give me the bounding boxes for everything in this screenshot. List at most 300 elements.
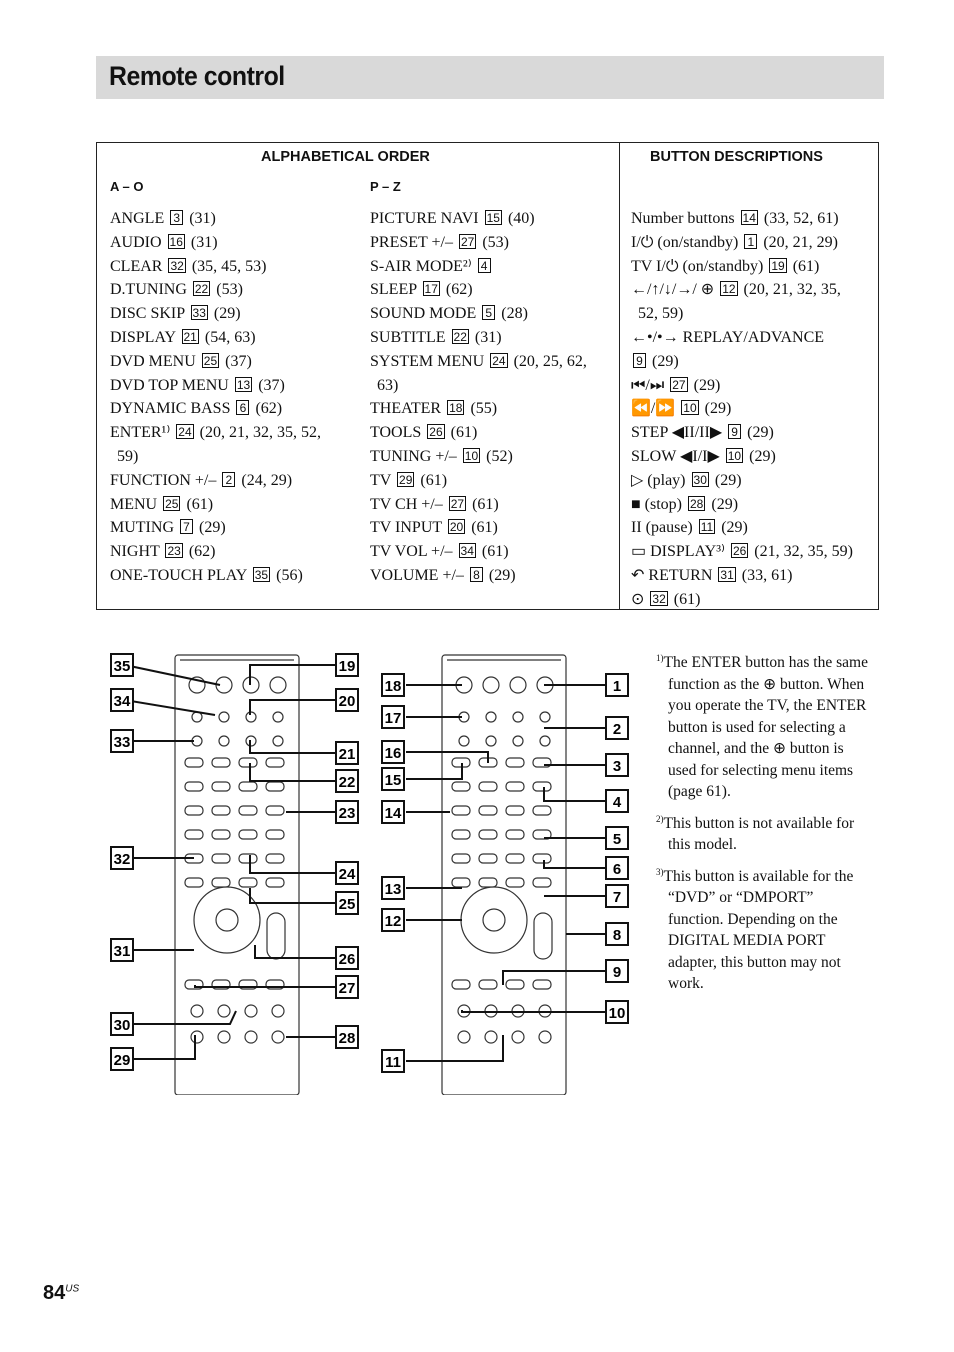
- remote-oval-button: [479, 782, 497, 791]
- entry-name: PICTURE NAVI: [370, 210, 479, 227]
- remote-oval-button: [506, 806, 524, 815]
- entry-pages: (62): [184, 543, 216, 561]
- callout-label: 29: [113, 1052, 131, 1069]
- remote-oval-button: [506, 980, 524, 989]
- entry-pages: (62): [251, 400, 283, 418]
- callout-number: 3: [170, 210, 183, 225]
- callout-label: 10: [608, 1005, 626, 1022]
- remote-oval-button: [185, 782, 203, 791]
- remote-small-button: [486, 712, 496, 722]
- callout-label: 17: [384, 710, 402, 727]
- remote-oval-button: [185, 806, 203, 815]
- callout-number: 25: [203, 353, 218, 368]
- remote-oval-button: [266, 782, 284, 791]
- remote-small-button: [486, 736, 496, 746]
- entry-name: ←•/•→ REPLAY/ADVANCE: [631, 328, 825, 346]
- callout-label: 34: [113, 693, 131, 710]
- remote-oval-button: [533, 806, 551, 815]
- index-entry: [631, 540, 853, 564]
- callout-number: 24: [178, 425, 192, 440]
- entry-pages: (61): [669, 590, 701, 608]
- index-entry: [631, 350, 853, 374]
- callout-number: 10: [683, 401, 697, 416]
- remote-oval-button: [239, 806, 257, 815]
- callout-number: 11: [700, 520, 714, 535]
- entry-pages: (53): [478, 233, 509, 251]
- remote-oval-button: [239, 758, 257, 767]
- remote-oval-button: [239, 830, 257, 839]
- callout-number: 5: [482, 305, 495, 320]
- entry-pages: (61): [467, 519, 498, 537]
- remote-oval-button: [266, 758, 284, 767]
- entry-pages: (29): [195, 519, 226, 537]
- entry-name: TV: [370, 471, 392, 489]
- callout-label: 3: [612, 758, 622, 775]
- entry-pages: (29): [745, 447, 776, 465]
- remote-oval-button: [479, 878, 497, 887]
- index-entry: [110, 207, 321, 231]
- remote-oval-button: [506, 758, 524, 767]
- remote-oval-button: [266, 854, 284, 863]
- callout-label: 2: [612, 721, 622, 738]
- remote-transport-button: [245, 1005, 257, 1017]
- callout-number: 8: [470, 567, 483, 582]
- callout-label: 4: [612, 794, 622, 811]
- entry-name: SOUND MODE: [370, 305, 477, 323]
- entry-pages: (29): [707, 495, 739, 513]
- index-column-a-o: [110, 207, 321, 588]
- index-entry: [110, 397, 321, 421]
- callout-label: 15: [384, 772, 402, 789]
- remote-transport-button: [272, 1031, 284, 1043]
- callout-number: 22: [453, 329, 467, 344]
- index-entry: [110, 445, 321, 469]
- callout-number: 33: [192, 306, 206, 321]
- index-entry: [370, 326, 587, 350]
- remote-transport-button: [272, 1005, 284, 1017]
- index-entry: [631, 302, 853, 326]
- entry-name: S-AIR MODE²⁾: [370, 257, 472, 275]
- index-entry: [631, 445, 853, 469]
- callout-number: 7: [180, 519, 193, 534]
- footnote: [656, 862, 871, 995]
- remote-transport-button: [458, 1031, 470, 1043]
- entry-pages: (29): [209, 305, 241, 323]
- remote-oval-button: [479, 806, 497, 815]
- entry-pages: (61): [446, 424, 478, 442]
- index-entry: [370, 207, 587, 231]
- callout-label: 5: [612, 831, 622, 848]
- remote-oval-button: [239, 878, 257, 887]
- entry-name: ⊙: [631, 590, 645, 608]
- page-number-suffix: US: [65, 1283, 80, 1295]
- remote-oval-button: [506, 854, 524, 863]
- entry-name: THEATER: [370, 400, 442, 418]
- entry-name: SYSTEM MENU: [370, 352, 485, 370]
- entry-name: TV CH +/–: [370, 495, 443, 513]
- entry-pages: (33, 61): [737, 566, 793, 584]
- callout-number: 1: [744, 234, 757, 249]
- index-entry: [110, 374, 321, 398]
- index-entry: [110, 421, 321, 445]
- remote-transport-button: [539, 1031, 551, 1043]
- index-entry: [110, 540, 321, 564]
- remote-transport-button: [191, 1005, 203, 1017]
- remote-oval-button: [533, 878, 551, 887]
- entry-pages: (24, 29): [237, 471, 293, 489]
- remote-small-button: [219, 736, 229, 746]
- callout-number: 10: [464, 448, 479, 463]
- callout-number: 32: [652, 591, 666, 606]
- callout-number: 14: [742, 211, 756, 225]
- remote-oval-button: [506, 782, 524, 791]
- entry-pages: (55): [466, 400, 498, 418]
- remote-volume-rocker: [267, 913, 285, 959]
- remote-oval-button: [452, 830, 470, 839]
- remote-oval-button: [185, 878, 203, 887]
- callout-label: 25: [338, 896, 356, 913]
- entry-pages: (20, 21, 32, 35,: [739, 281, 841, 299]
- index-entry: [370, 397, 587, 421]
- page-number-value: 84: [43, 1282, 66, 1304]
- entry-name: DVD TOP MENU: [110, 376, 229, 394]
- remote-small-button: [513, 712, 523, 722]
- callout-label: 8: [612, 927, 622, 944]
- remote-oval-button: [452, 782, 470, 791]
- remote-enter-button: [216, 909, 238, 931]
- index-entry: [110, 469, 321, 493]
- callout-number: 25: [165, 496, 179, 511]
- button-index-table: [96, 142, 879, 610]
- remote-oval-button: [452, 806, 470, 815]
- entry-name: TV I/⏻ (on/standby): [631, 257, 764, 275]
- callout-number: 10: [727, 448, 742, 463]
- remote-oval-button: [479, 980, 497, 989]
- index-entry: [370, 350, 587, 374]
- callout-label: 23: [338, 805, 356, 822]
- remote-oval-button: [239, 854, 257, 863]
- entry-name: D.TUNING: [110, 281, 187, 299]
- remote-transport-button: [218, 1005, 230, 1017]
- entry-pages: 59): [117, 447, 139, 465]
- index-entry: [370, 493, 587, 517]
- remote-oval-button: [533, 980, 551, 989]
- column-divider: [619, 143, 620, 609]
- remote-oval-button: [212, 782, 230, 791]
- remote-small-button: [513, 736, 523, 746]
- callout-number: 23: [167, 544, 181, 559]
- entry-name: ⏮/⏭: [631, 376, 665, 394]
- footnote-mark: 2): [656, 813, 664, 824]
- callout-number: 2: [222, 472, 235, 487]
- entry-name: TV VOL +/–: [370, 543, 453, 561]
- index-entry: [110, 350, 321, 374]
- entry-pages: 52, 59): [638, 305, 684, 323]
- remote-oval-button: [185, 758, 203, 767]
- entry-pages: (61): [416, 471, 448, 489]
- index-entry: [631, 397, 853, 421]
- entry-pages: (31): [470, 328, 502, 346]
- entry-name: MUTING: [110, 519, 174, 537]
- remote-transport-button: [245, 1031, 257, 1043]
- index-entry: [370, 231, 587, 255]
- callout-number: 32: [170, 258, 184, 273]
- callout-label: 21: [338, 746, 356, 763]
- callout-label: 18: [384, 678, 402, 695]
- callout-label: 6: [612, 861, 622, 878]
- remote-transport-button: [191, 1031, 203, 1043]
- remote-oval-button: [239, 782, 257, 791]
- entry-name: VOLUME +/–: [370, 566, 464, 584]
- remote-oval-button: [533, 782, 551, 791]
- callout-number: 26: [732, 544, 747, 559]
- callout-label: 28: [338, 1030, 356, 1047]
- entry-name: DISPLAY: [110, 328, 176, 346]
- index-entry: [631, 516, 853, 540]
- index-entry: [370, 469, 587, 493]
- remote-enter-button: [483, 909, 505, 931]
- entry-pages: (54, 63): [200, 328, 256, 346]
- footnote-mark: 3): [656, 866, 664, 877]
- entry-pages: (21, 32, 35, 59): [750, 543, 853, 561]
- entry-pages: (61): [477, 543, 509, 561]
- callout-number: 29: [399, 472, 413, 487]
- index-entry: [370, 564, 587, 588]
- entry-pages: (28): [497, 305, 528, 323]
- entry-name: TV INPUT: [370, 519, 442, 537]
- index-entry: [370, 421, 587, 445]
- index-entry: [370, 374, 587, 398]
- index-column-descriptions: [631, 207, 853, 612]
- entry-name: TUNING +/–: [370, 447, 457, 465]
- entry-pages: (61): [468, 495, 499, 513]
- entry-pages: (56): [272, 566, 303, 584]
- callout-label: 24: [338, 866, 356, 883]
- entry-pages: (20, 21, 32, 35, 52,: [195, 424, 321, 442]
- remote-oval-button: [266, 830, 284, 839]
- callout-label: 35: [113, 658, 131, 675]
- callout-number: 30: [693, 472, 707, 487]
- callout-label: 20: [338, 693, 356, 710]
- callout-number: 35: [254, 567, 269, 582]
- remote-oval-button: [212, 830, 230, 839]
- entry-name: DISC SKIP: [110, 305, 185, 323]
- remote-oval-button: [533, 854, 551, 863]
- callout-label: 13: [384, 881, 402, 898]
- entry-pages: (37): [221, 352, 252, 370]
- entry-pages: (29): [648, 352, 679, 370]
- callout-number: 9: [728, 424, 741, 439]
- remote-oval-button: [266, 878, 284, 887]
- callout-number: 27: [672, 377, 686, 392]
- index-entry: [631, 588, 853, 612]
- remote-small-button: [273, 712, 283, 722]
- remote-oval-button: [452, 854, 470, 863]
- entry-pages: (29): [717, 519, 748, 537]
- footnotes: [656, 648, 871, 1001]
- remote-oval-button: [479, 854, 497, 863]
- callout-number: 19: [771, 258, 785, 273]
- index-entry: [110, 493, 321, 517]
- entry-name: NIGHT: [110, 543, 160, 561]
- callout-number: 13: [236, 377, 251, 392]
- remote-oval-button: [479, 830, 497, 839]
- entry-pages: (31): [185, 210, 216, 227]
- remote-oval-button: [452, 878, 470, 887]
- entry-name: ANGLE: [110, 210, 165, 227]
- index-entry: [631, 374, 853, 398]
- callout-number: 31: [720, 567, 734, 582]
- remote-diagram-right: [378, 645, 648, 1095]
- callout-number: 28: [690, 496, 704, 511]
- entry-name: ■ (stop): [631, 495, 682, 513]
- callout-label: 16: [384, 745, 402, 762]
- remote-small-button: [540, 712, 550, 722]
- callout-number: 4: [478, 258, 491, 273]
- index-entry: [631, 207, 853, 231]
- page-number: [43, 1282, 79, 1305]
- callout-number: 20: [449, 520, 464, 535]
- callout-number: 16: [169, 234, 183, 249]
- callout-label: 7: [612, 889, 622, 906]
- entry-name: ⏪/⏩: [631, 400, 676, 418]
- entry-pages: (29): [700, 400, 732, 418]
- entry-name: CLEAR: [110, 257, 163, 275]
- callout-label: 32: [113, 851, 131, 868]
- footnote: [656, 809, 871, 856]
- footnote: [656, 648, 871, 803]
- index-entry: [631, 278, 853, 302]
- entry-pages: (29): [689, 376, 721, 394]
- entry-pages: (33, 52, 61): [759, 210, 839, 227]
- entry-name: DYNAMIC BASS: [110, 400, 231, 418]
- entry-name: ←/↑/↓/→/ ⊕: [631, 281, 715, 299]
- entry-name: STEP ◀II/II▶: [631, 424, 723, 442]
- remote-transport-button: [485, 1031, 497, 1043]
- entry-pages: (52): [482, 447, 513, 465]
- callout-number: 24: [492, 353, 506, 368]
- index-entry: [370, 540, 587, 564]
- footnote-text: This button is not available for this model.: [663, 814, 855, 854]
- index-entry: [370, 278, 587, 302]
- entry-name: ONE-TOUCH PLAY: [110, 566, 247, 584]
- callout-label: 26: [338, 951, 356, 968]
- entry-pages: (40): [503, 210, 535, 227]
- entry-pages: (61): [182, 495, 214, 513]
- title-bar: [96, 56, 884, 99]
- index-entry: [110, 516, 321, 540]
- entry-pages: (35, 45, 53): [187, 257, 267, 275]
- header-descriptions: BUTTON DESCRIPTIONS: [650, 149, 823, 165]
- index-entry: [631, 255, 853, 279]
- callout-label: 11: [385, 1054, 401, 1071]
- entry-pages: (29): [743, 424, 774, 442]
- remote-oval-button: [452, 980, 470, 989]
- remote-oval-button: [212, 878, 230, 887]
- index-entry: [110, 326, 321, 350]
- index-entry: [110, 564, 321, 588]
- footnote-mark: 1): [656, 653, 664, 663]
- callout-number: 27: [450, 496, 465, 511]
- index-entry: [110, 302, 321, 326]
- entry-pages: (29): [710, 471, 742, 489]
- callout-label: 12: [384, 913, 402, 930]
- index-entry: [110, 255, 321, 279]
- callout-number: 26: [429, 425, 443, 440]
- callout-number: 17: [424, 282, 438, 297]
- entry-name: MENU: [110, 495, 158, 513]
- entry-pages: (20, 21, 29): [759, 233, 838, 251]
- entry-name: ENTER¹⁾: [110, 424, 171, 442]
- footnote-text: The ENTER button has the same function as the ⊕ button. When you operate the TV, the ENTER button is used for selecting a channel, and the ⊕ button is used for selecting menu items (page 61).: [663, 654, 868, 801]
- entry-pages: (62): [441, 281, 473, 299]
- entry-name: PRESET +/–: [370, 233, 453, 251]
- entry-name: SUBTITLE: [370, 328, 446, 346]
- index-entry: [370, 445, 587, 469]
- remote-round-button: [483, 677, 499, 693]
- header-alphabetical: ALPHABETICAL ORDER: [261, 149, 430, 165]
- footnote-text: This button is available for the “DVD” or “DMPORT” function. Depending on the DIGITAL MEDIA PORT adapter, this button may not work.: [663, 867, 854, 993]
- remote-diagram-left: [100, 645, 370, 1095]
- remote-small-button: [273, 736, 283, 746]
- callout-label: 9: [612, 964, 622, 981]
- entry-name: II (pause): [631, 519, 693, 537]
- index-entry: [631, 493, 853, 517]
- entry-name: I/⏻ (on/standby): [631, 233, 739, 251]
- callout-number: 27: [460, 234, 475, 249]
- entry-name: DVD MENU: [110, 352, 196, 370]
- entry-pages: (31): [186, 233, 218, 251]
- entry-name: ↶ RETURN: [631, 566, 713, 584]
- remote-oval-button: [266, 806, 284, 815]
- remote-oval-button: [185, 830, 203, 839]
- entry-pages: (20, 25, 62,: [509, 352, 587, 370]
- callout-number: 22: [194, 282, 209, 297]
- entry-name: ▭ DISPLAY³⁾: [631, 543, 725, 561]
- entry-name: FUNCTION +/–: [110, 471, 217, 489]
- entry-name: Number buttons: [631, 210, 735, 227]
- remote-oval-button: [212, 758, 230, 767]
- callout-label: 33: [113, 734, 131, 751]
- callout-label: 19: [338, 658, 356, 675]
- index-entry: [370, 516, 587, 540]
- index-entry: [370, 302, 587, 326]
- remote-round-button: [510, 677, 526, 693]
- remote-oval-button: [506, 830, 524, 839]
- callout-number: 18: [449, 401, 463, 416]
- entry-pages: (29): [484, 566, 516, 584]
- remote-oval-button: [212, 854, 230, 863]
- index-entry: [110, 231, 321, 255]
- entry-pages: 63): [377, 376, 399, 394]
- entry-name: SLEEP: [370, 281, 417, 299]
- callout-label: 31: [113, 943, 131, 960]
- index-entry: [631, 469, 853, 493]
- page-title: Remote control: [109, 61, 285, 91]
- index-entry: [631, 326, 853, 350]
- subheader-p-z: P – Z: [370, 179, 401, 194]
- index-entry: [631, 231, 853, 255]
- callout-number: 34: [460, 544, 474, 559]
- remote-small-button: [219, 712, 229, 722]
- index-column-p-z: [370, 207, 587, 588]
- callout-number: 12: [722, 282, 736, 297]
- subheader-a-o: A – O: [110, 179, 144, 194]
- callout-label: 22: [338, 774, 356, 791]
- callout-label: 30: [113, 1017, 131, 1034]
- entry-name: TOOLS: [370, 424, 422, 442]
- entry-pages: (53): [212, 281, 243, 299]
